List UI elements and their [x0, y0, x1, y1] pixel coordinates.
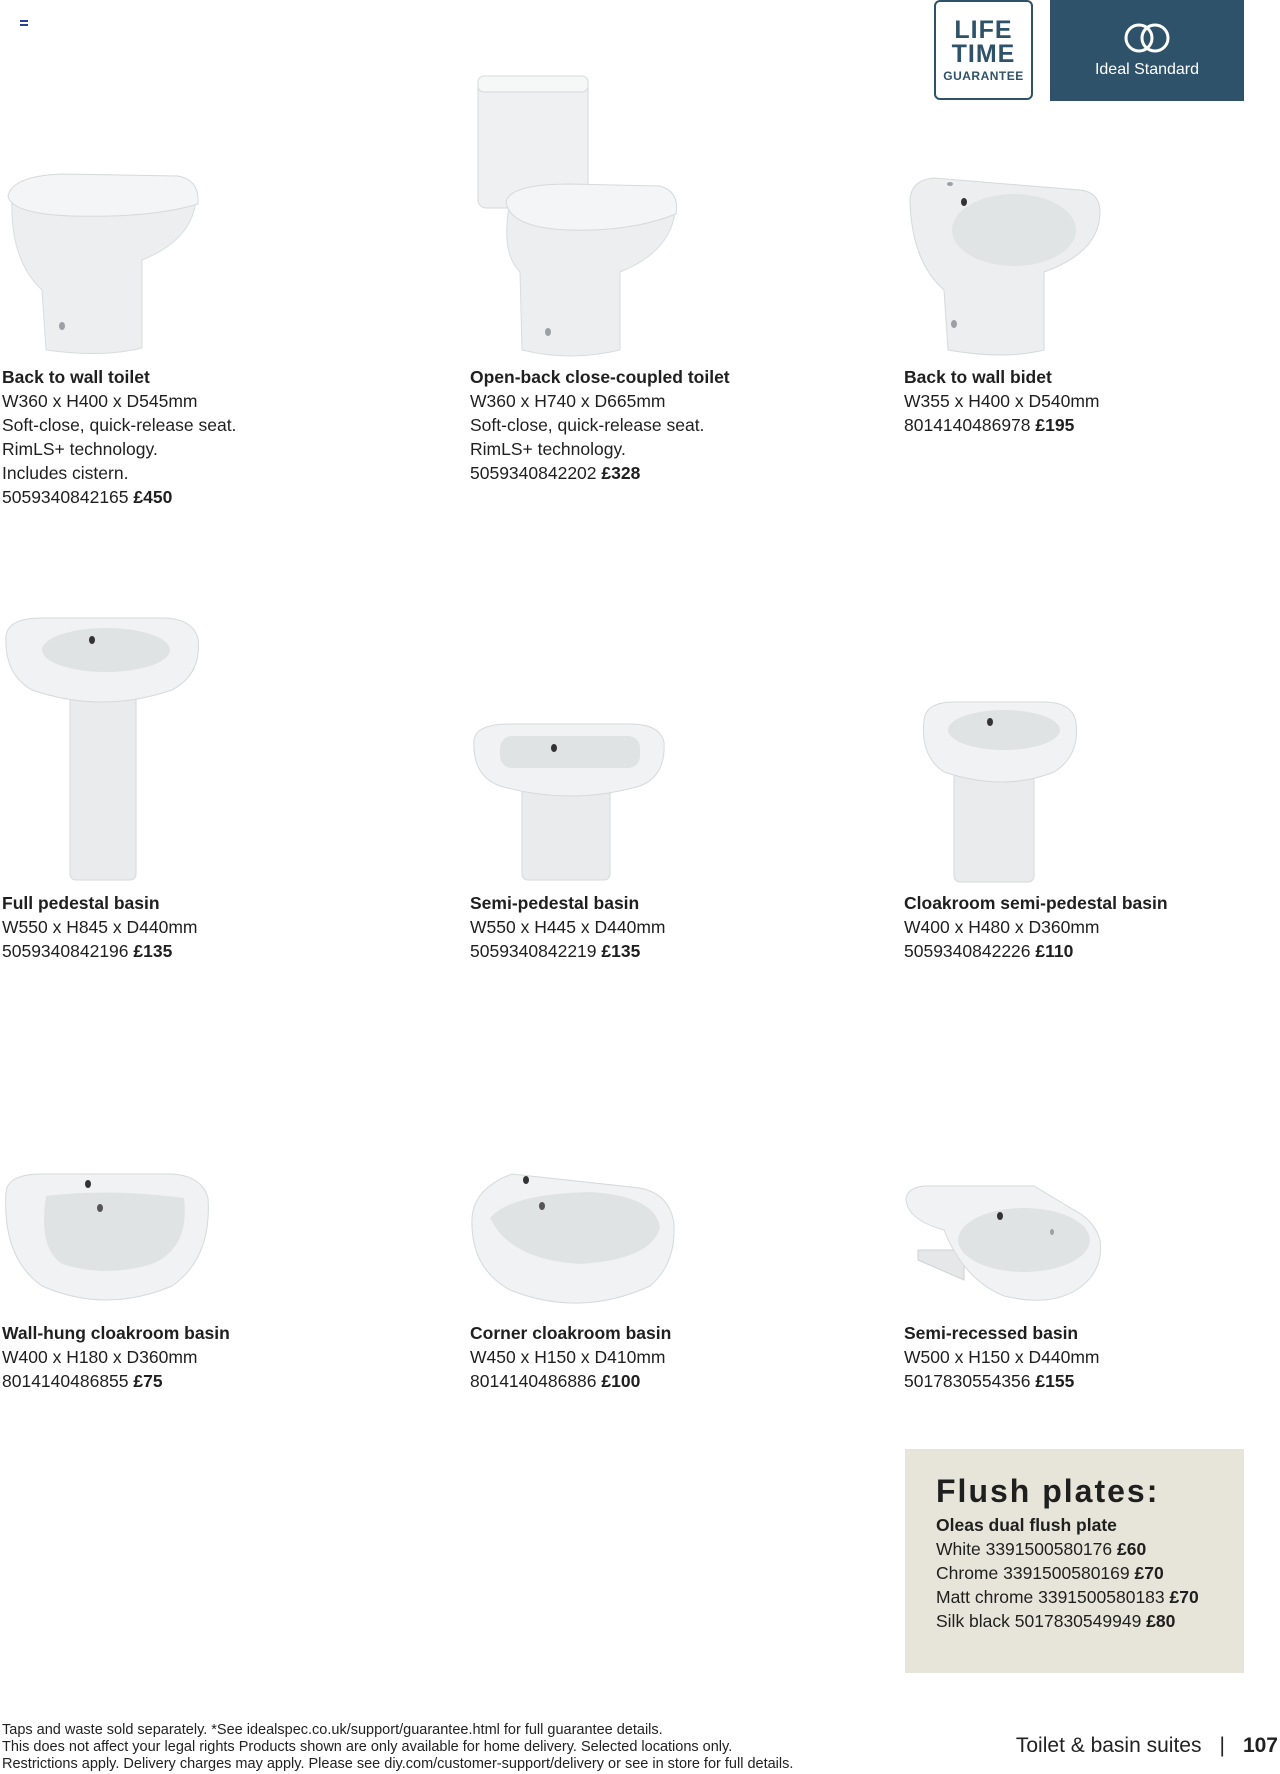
- badge-line-1: LIFE: [954, 16, 1013, 44]
- product-spec: Includes cistern.: [2, 463, 129, 483]
- product-price: £110: [1035, 941, 1074, 961]
- product-price: £135: [601, 941, 641, 961]
- flush-plate-item: Chrome 3391500580169 £70: [936, 1563, 1164, 1583]
- flush-plate-item: Silk black 5017830549949 £80: [936, 1611, 1176, 1631]
- product-price: £155: [1035, 1371, 1075, 1391]
- product-spec: W550 x H845 x D440mm: [2, 917, 198, 937]
- footer-disclaimer: [2, 1722, 793, 1773]
- product-title: Back to wall toilet: [2, 367, 150, 387]
- corner-cloakroom-basin-image: [470, 1168, 680, 1316]
- footer-note-line: Restrictions apply. Delivery charges may apply. Please see diy.com/customer-support/delivery or see in store for full details.: [2, 1756, 794, 1772]
- product-code: 8014140486978: [904, 415, 1031, 435]
- product-title: Semi-recessed basin: [904, 1323, 1079, 1343]
- product-price: £450: [133, 487, 173, 507]
- badge-line-3: GUARANTEE: [943, 69, 1024, 83]
- product-price: £100: [601, 1371, 641, 1391]
- section-title: Toilet & basin suites: [1015, 1734, 1202, 1757]
- product-full-pedestal-basin: [2, 614, 402, 963]
- close-coupled-toilet-image: [470, 72, 690, 360]
- flush-plate-item: Matt chrome 3391500580183 £70: [936, 1587, 1199, 1607]
- wall-hung-cloakroom-basin-image: [2, 1168, 212, 1316]
- product-title: Semi-pedestal basin: [470, 893, 640, 913]
- product-code: 5017830554356: [904, 1371, 1031, 1391]
- product-title: Back to wall bidet: [904, 367, 1052, 387]
- semi-recessed-basin-image: [904, 1180, 1124, 1316]
- product-price: £135: [133, 941, 173, 961]
- product-spec: W550 x H445 x D440mm: [470, 917, 666, 937]
- lifetime-guarantee-badge: [934, 0, 1033, 100]
- product-spec: RimLS+ technology.: [470, 439, 626, 459]
- product-close-coupled-toilet: [470, 72, 870, 485]
- footer-note-line: Taps and waste sold separately. *See idealspec.co.uk/support/guarantee.html for full guarantee details.: [2, 1722, 663, 1738]
- product-price: £195: [1035, 415, 1075, 435]
- product-price: £328: [601, 463, 641, 483]
- product-code: 5059340842165: [2, 487, 129, 507]
- brand-rings-icon: [1121, 22, 1173, 54]
- back-to-wall-bidet-image: [904, 172, 1104, 360]
- product-corner-cloakroom-basin: [470, 1168, 870, 1393]
- footer-separator: |: [1219, 1734, 1225, 1757]
- semi-pedestal-basin-image: [470, 720, 670, 886]
- page-number: 107: [1242, 1734, 1278, 1757]
- back-to-wall-toilet-image: [2, 170, 202, 360]
- product-spec: W360 x H400 x D545mm: [2, 391, 198, 411]
- product-spec: Soft-close, quick-release seat.: [2, 415, 237, 435]
- product-code: 8014140486886: [470, 1371, 597, 1391]
- product-spec: W500 x H150 x D440mm: [904, 1347, 1100, 1367]
- product-spec: W400 x H480 x D360mm: [904, 917, 1100, 937]
- flush-plate-item: White 3391500580176 £60: [936, 1539, 1147, 1559]
- product-semi-pedestal-basin: [470, 720, 870, 963]
- product-spec: W355 x H400 x D540mm: [904, 391, 1100, 411]
- product-spec: W360 x H740 x D665mm: [470, 391, 666, 411]
- footer-page-info: [1016, 1734, 1278, 1758]
- flush-plates-panel: [905, 1449, 1244, 1673]
- product-code: 5059340842226: [904, 941, 1031, 961]
- product-spec: W450 x H150 x D410mm: [470, 1347, 666, 1367]
- product-code: 5059340842202: [470, 463, 597, 483]
- full-pedestal-basin-image: [2, 614, 202, 886]
- product-code: 5059340842219: [470, 941, 597, 961]
- product-title: Cloakroom semi-pedestal basin: [904, 893, 1168, 913]
- product-spec: Soft-close, quick-release seat.: [470, 415, 705, 435]
- cloakroom-semi-pedestal-basin-image: [904, 696, 1104, 886]
- product-back-to-wall-bidet: [904, 172, 1280, 437]
- product-title: Wall-hung cloakroom basin: [2, 1323, 230, 1343]
- footer-note-line: This does not affect your legal rights Products shown are only available for home delivery. Selected locations only.: [2, 1739, 733, 1755]
- flag-icon: [20, 20, 28, 26]
- product-spec: RimLS+ technology.: [2, 439, 158, 459]
- brand-logo: [1050, 0, 1244, 101]
- product-code: 8014140486855: [2, 1371, 129, 1391]
- product-cloakroom-semi-pedestal-basin: [904, 696, 1280, 963]
- product-wall-hung-cloakroom-basin: [2, 1168, 402, 1393]
- flush-plates-subheading: Oleas dual flush plate: [936, 1515, 1117, 1535]
- product-title: Full pedestal basin: [2, 893, 160, 913]
- flush-plates-heading: Flush plates:: [936, 1473, 1160, 1509]
- badge-line-2: TIME: [951, 40, 1016, 68]
- product-back-to-wall-toilet: [2, 170, 402, 509]
- product-title: Corner cloakroom basin: [470, 1323, 672, 1343]
- product-price: £75: [133, 1371, 163, 1391]
- product-title: Open-back close-coupled toilet: [470, 367, 730, 387]
- brand-name: Ideal Standard: [1094, 61, 1200, 78]
- product-code: 5059340842196: [2, 941, 129, 961]
- product-spec: W400 x H180 x D360mm: [2, 1347, 198, 1367]
- product-semi-recessed-basin: [904, 1180, 1280, 1393]
